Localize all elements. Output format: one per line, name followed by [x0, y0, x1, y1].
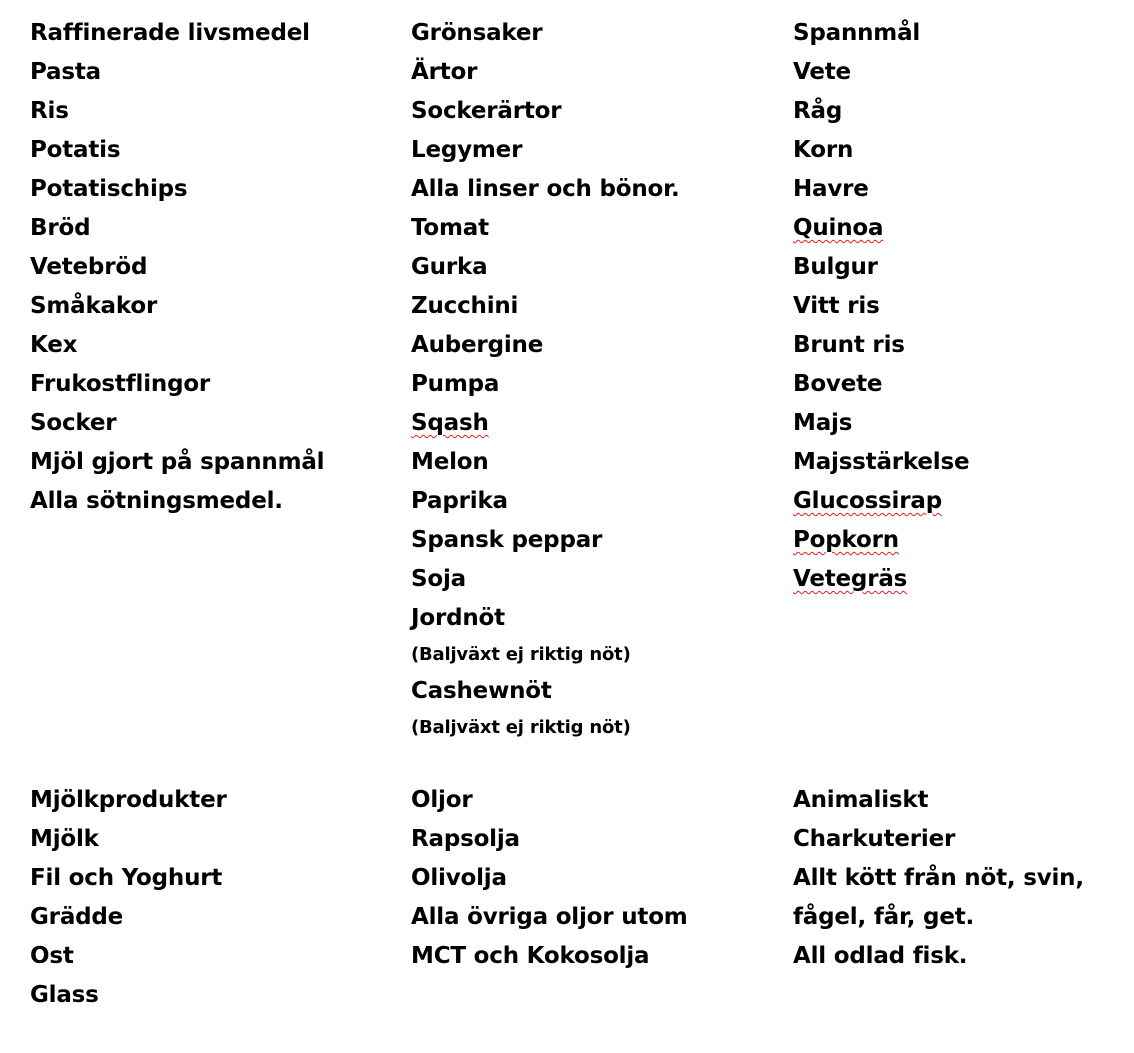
list-item: Majs	[793, 410, 853, 436]
list-item: Fil och Yoghurt	[30, 865, 223, 891]
list-item: Frukostflingor	[30, 371, 211, 397]
list-item: Ost	[30, 943, 74, 969]
list-item: Småkakor	[30, 293, 158, 319]
list-item: Vetebröd	[30, 254, 148, 280]
list-item: Spansk peppar	[411, 527, 603, 553]
list-item	[411, 404, 771, 443]
list-item-note: (Baljväxt ej riktig nöt)	[411, 717, 631, 738]
column-spannmal	[793, 14, 1134, 599]
list-item: Ärtor	[411, 59, 478, 85]
list-item: Ris	[30, 98, 69, 124]
column-animaliskt	[793, 781, 1134, 976]
list-item-note: (Baljväxt ej riktig nöt)	[411, 644, 631, 665]
list-item: Glass	[30, 982, 99, 1008]
column-mjolkprodukter	[30, 781, 390, 1015]
list-item: Kex	[30, 332, 78, 358]
column-heading: Oljor	[411, 787, 473, 813]
column-heading: Spannmål	[793, 20, 921, 46]
list-item: Havre	[793, 176, 869, 202]
list-item: Mjölk	[30, 826, 99, 852]
list-item: Potatischips	[30, 176, 188, 202]
list-item: Bovete	[793, 371, 883, 397]
spellcheck-flagged-word: Popkorn	[793, 527, 899, 553]
list-item: Pasta	[30, 59, 101, 85]
list-item: Alla sötningsmedel.	[30, 488, 283, 514]
column-raffinerade-livsmedel	[30, 14, 390, 521]
spellcheck-flagged-word: Vetegräs	[793, 566, 908, 592]
list-item: MCT och Kokosolja	[411, 943, 650, 969]
list-item: Pumpa	[411, 371, 500, 397]
list-item: Majsstärkelse	[793, 449, 970, 475]
list-item: Jordnöt	[411, 605, 505, 631]
list-item: Bulgur	[793, 254, 878, 280]
list-item: Mjöl gjort på spannmål	[30, 449, 325, 475]
list-item: Alla linser och bönor.	[411, 176, 680, 202]
list-item: Bröd	[30, 215, 91, 241]
list-item: Zucchini	[411, 293, 519, 319]
list-item	[793, 560, 1134, 599]
list-item: All odlad fisk.	[793, 943, 968, 969]
list-item: Charkuterier	[793, 826, 956, 852]
list-item: Legymer	[411, 137, 523, 163]
spellcheck-flagged-word: Glucossirap	[793, 488, 942, 514]
spellcheck-flagged-word: Sqash	[411, 410, 489, 436]
column-heading: Grönsaker	[411, 20, 543, 46]
list-item: Melon	[411, 449, 489, 475]
list-item: Vete	[793, 59, 851, 85]
list-item: fågel, får, get.	[793, 904, 975, 930]
list-item: Paprika	[411, 488, 508, 514]
column-heading: Mjölkprodukter	[30, 787, 227, 813]
column-gronsaker	[411, 14, 771, 745]
list-item	[793, 521, 1134, 560]
list-item: Sockerärtor	[411, 98, 562, 124]
list-item: Olivolja	[411, 865, 507, 891]
list-item: Råg	[793, 98, 843, 124]
list-item: Vitt ris	[793, 293, 880, 319]
list-item: Alla övriga oljor utom	[411, 904, 688, 930]
list-item: Tomat	[411, 215, 489, 241]
list-item	[793, 482, 1134, 521]
list-item: Potatis	[30, 137, 121, 163]
list-item: Brunt ris	[793, 332, 905, 358]
list-item: Grädde	[30, 904, 124, 930]
list-item	[793, 209, 1134, 248]
column-heading: Animaliskt	[793, 787, 929, 813]
list-item: Korn	[793, 137, 854, 163]
list-item: Rapsolja	[411, 826, 520, 852]
list-item: Allt kött från nöt, svin,	[793, 865, 1084, 891]
list-item: Socker	[30, 410, 117, 436]
list-item: Soja	[411, 566, 466, 592]
column-oljor	[411, 781, 771, 976]
column-heading: Raffinerade livsmedel	[30, 20, 310, 46]
list-item: Gurka	[411, 254, 488, 280]
list-item: Cashewnöt	[411, 678, 552, 704]
list-item: Aubergine	[411, 332, 544, 358]
spellcheck-flagged-word: Quinoa	[793, 215, 884, 241]
